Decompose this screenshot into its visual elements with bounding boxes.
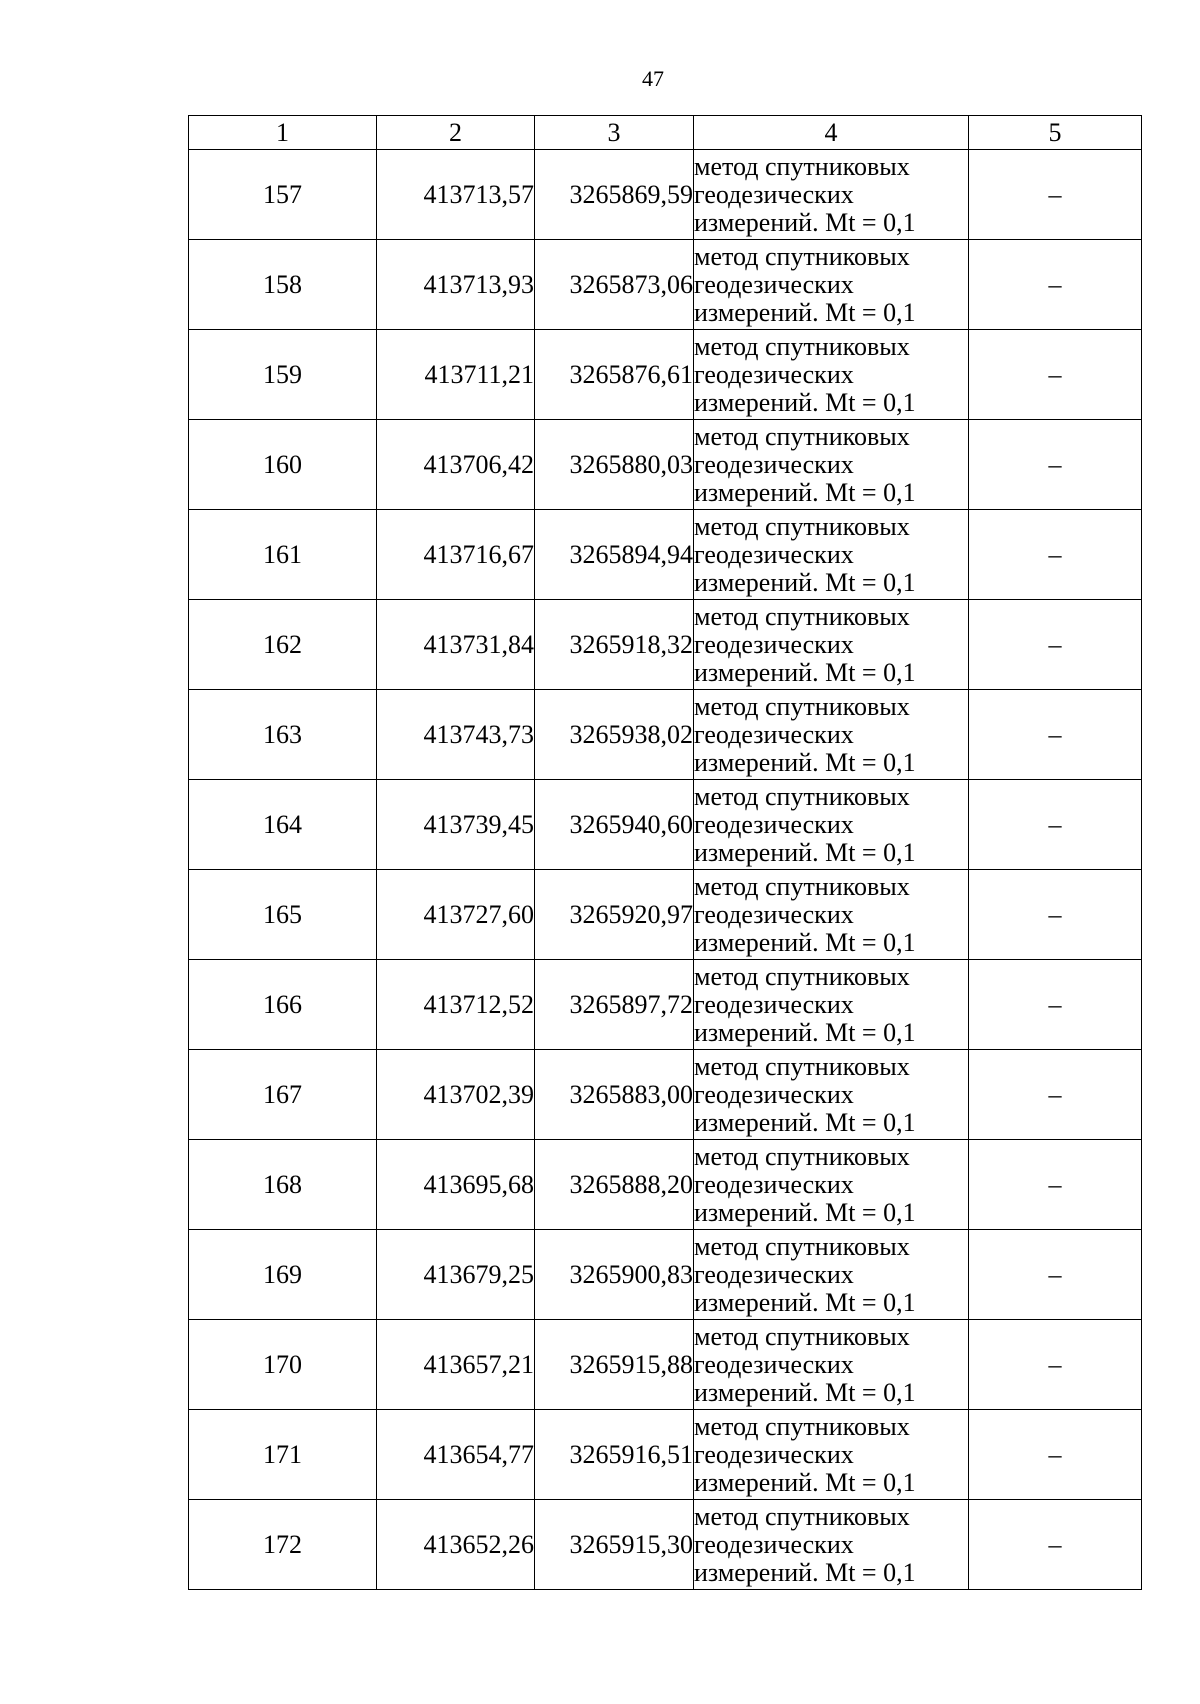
column-header: 3 [535,116,694,150]
table-row [189,690,1142,780]
method-line: геодезических [694,1259,854,1289]
method-cell [694,600,969,690]
coordinate-x: 413695,68 [377,1140,535,1230]
method-line: измерений. Mt = 0,1 [694,1287,916,1317]
method-line: метод спутниковых [694,151,910,181]
method-cell [694,780,969,870]
description-cell: – [969,1320,1142,1410]
table-row [189,600,1142,690]
coordinate-y: 3265900,83 [535,1230,694,1320]
description-cell: – [969,870,1142,960]
method-line: измерений. Mt = 0,1 [694,1557,916,1587]
method-line: геодезических [694,719,854,749]
coordinate-x: 413713,93 [377,240,535,330]
method-cell [694,1320,969,1410]
method-line: измерений. Mt = 0,1 [694,477,916,507]
header-row [189,116,1142,150]
description-cell: – [969,1140,1142,1230]
coordinate-y: 3265869,59 [535,150,694,240]
table-row [189,510,1142,600]
table-row [189,330,1142,420]
description-cell: – [969,420,1142,510]
point-number: 172 [189,1500,377,1590]
coordinate-x: 413731,84 [377,600,535,690]
point-number: 162 [189,600,377,690]
method-line: измерений. Mt = 0,1 [694,1107,916,1137]
table-row [189,240,1142,330]
method-line: метод спутниковых [694,331,910,361]
method-cell [694,510,969,600]
method-line: метод спутниковых [694,601,910,631]
method-line: метод спутниковых [694,241,910,271]
point-number: 163 [189,690,377,780]
description-cell: – [969,1050,1142,1140]
point-number: 166 [189,960,377,1050]
coordinate-y: 3265894,94 [535,510,694,600]
method-line: геодезических [694,449,854,479]
table-body [189,150,1142,1590]
method-line: геодезических [694,1529,854,1559]
method-cell [694,1230,969,1320]
method-line: измерений. Mt = 0,1 [694,567,916,597]
method-line: измерений. Mt = 0,1 [694,747,916,777]
description-cell: – [969,330,1142,420]
method-line: геодезических [694,359,854,389]
coordinate-x: 413679,25 [377,1230,535,1320]
table-row [189,420,1142,510]
table-row [189,1230,1142,1320]
point-number: 157 [189,150,377,240]
method-line: метод спутниковых [694,1321,910,1351]
method-line: геодезических [694,1169,854,1199]
point-number: 164 [189,780,377,870]
method-line: метод спутниковых [694,1411,910,1441]
coordinate-y: 3265883,00 [535,1050,694,1140]
method-line: геодезических [694,899,854,929]
description-cell: – [969,150,1142,240]
coordinate-x: 413712,52 [377,960,535,1050]
table-row [189,870,1142,960]
method-cell [694,690,969,780]
coordinate-x: 413654,77 [377,1410,535,1500]
method-line: измерений. Mt = 0,1 [694,387,916,417]
table-row [189,150,1142,240]
method-cell [694,330,969,420]
point-number: 169 [189,1230,377,1320]
point-number: 171 [189,1410,377,1500]
point-number: 170 [189,1320,377,1410]
description-cell: – [969,1230,1142,1320]
page-number: 47 [642,66,664,91]
point-number: 161 [189,510,377,600]
method-cell [694,150,969,240]
point-number: 168 [189,1140,377,1230]
method-line: метод спутниковых [694,1231,910,1261]
description-cell: – [969,690,1142,780]
coordinate-y: 3265938,02 [535,690,694,780]
point-number: 158 [189,240,377,330]
coordinate-y: 3265918,32 [535,600,694,690]
method-line: геодезических [694,1349,854,1379]
description-cell: – [969,1500,1142,1590]
method-cell [694,870,969,960]
description-cell: – [969,510,1142,600]
method-cell [694,1140,969,1230]
column-header: 2 [377,116,535,150]
method-cell [694,1500,969,1590]
method-line: метод спутниковых [694,1051,910,1081]
coordinate-x: 413716,67 [377,510,535,600]
method-line: метод спутниковых [694,781,910,811]
coordinate-y: 3265940,60 [535,780,694,870]
coordinate-x: 413652,26 [377,1500,535,1590]
method-line: измерений. Mt = 0,1 [694,1017,916,1047]
coordinate-x: 413727,60 [377,870,535,960]
point-number: 160 [189,420,377,510]
description-cell: – [969,1410,1142,1500]
table-row [189,1050,1142,1140]
point-number: 165 [189,870,377,960]
point-number: 167 [189,1050,377,1140]
table-row [189,1320,1142,1410]
coordinate-y: 3265915,30 [535,1500,694,1590]
method-line: измерений. Mt = 0,1 [694,1197,916,1227]
method-cell [694,1410,969,1500]
method-cell [694,240,969,330]
table-header [189,116,1142,150]
coordinate-y: 3265920,97 [535,870,694,960]
method-line: геодезических [694,1079,854,1109]
method-line: измерений. Mt = 0,1 [694,1467,916,1497]
coordinate-x: 413739,45 [377,780,535,870]
method-line: метод спутниковых [694,871,910,901]
table-row [189,780,1142,870]
table-row [189,1140,1142,1230]
coordinate-x: 413706,42 [377,420,535,510]
method-line: геодезических [694,179,854,209]
coordinate-x: 413743,73 [377,690,535,780]
coordinate-x: 413711,21 [377,330,535,420]
description-cell: – [969,960,1142,1050]
method-line: измерений. Mt = 0,1 [694,297,916,327]
method-line: измерений. Mt = 0,1 [694,927,916,957]
method-line: геодезических [694,629,854,659]
table-row [189,960,1142,1050]
method-line: измерений. Mt = 0,1 [694,837,916,867]
method-line: метод спутниковых [694,421,910,451]
method-line: метод спутниковых [694,961,910,991]
coordinate-y: 3265873,06 [535,240,694,330]
method-line: измерений. Mt = 0,1 [694,657,916,687]
method-line: геодезических [694,809,854,839]
method-line: геодезических [694,989,854,1019]
column-header: 1 [189,116,377,150]
method-cell [694,960,969,1050]
method-line: метод спутниковых [694,511,910,541]
coordinate-x: 413713,57 [377,150,535,240]
method-line: измерений. Mt = 0,1 [694,1377,916,1407]
column-header: 5 [969,116,1142,150]
coordinate-y: 3265888,20 [535,1140,694,1230]
method-line: геодезических [694,539,854,569]
description-cell: – [969,240,1142,330]
method-line: метод спутниковых [694,1501,910,1531]
method-line: измерений. Mt = 0,1 [694,207,916,237]
table-row [189,1410,1142,1500]
column-header: 4 [694,116,969,150]
method-line: метод спутниковых [694,691,910,721]
coordinate-y: 3265880,03 [535,420,694,510]
table-row [189,1500,1142,1590]
point-number: 159 [189,330,377,420]
coordinate-x: 413657,21 [377,1320,535,1410]
coordinate-x: 413702,39 [377,1050,535,1140]
method-line: геодезических [694,269,854,299]
coordinate-y: 3265897,72 [535,960,694,1050]
method-cell [694,1050,969,1140]
method-line: геодезических [694,1439,854,1469]
method-cell [694,420,969,510]
description-cell: – [969,780,1142,870]
coordinate-y: 3265876,61 [535,330,694,420]
coordinate-y: 3265916,51 [535,1410,694,1500]
description-cell: – [969,600,1142,690]
coordinate-y: 3265915,88 [535,1320,694,1410]
coordinates-table [188,115,1142,1590]
method-line: метод спутниковых [694,1141,910,1171]
